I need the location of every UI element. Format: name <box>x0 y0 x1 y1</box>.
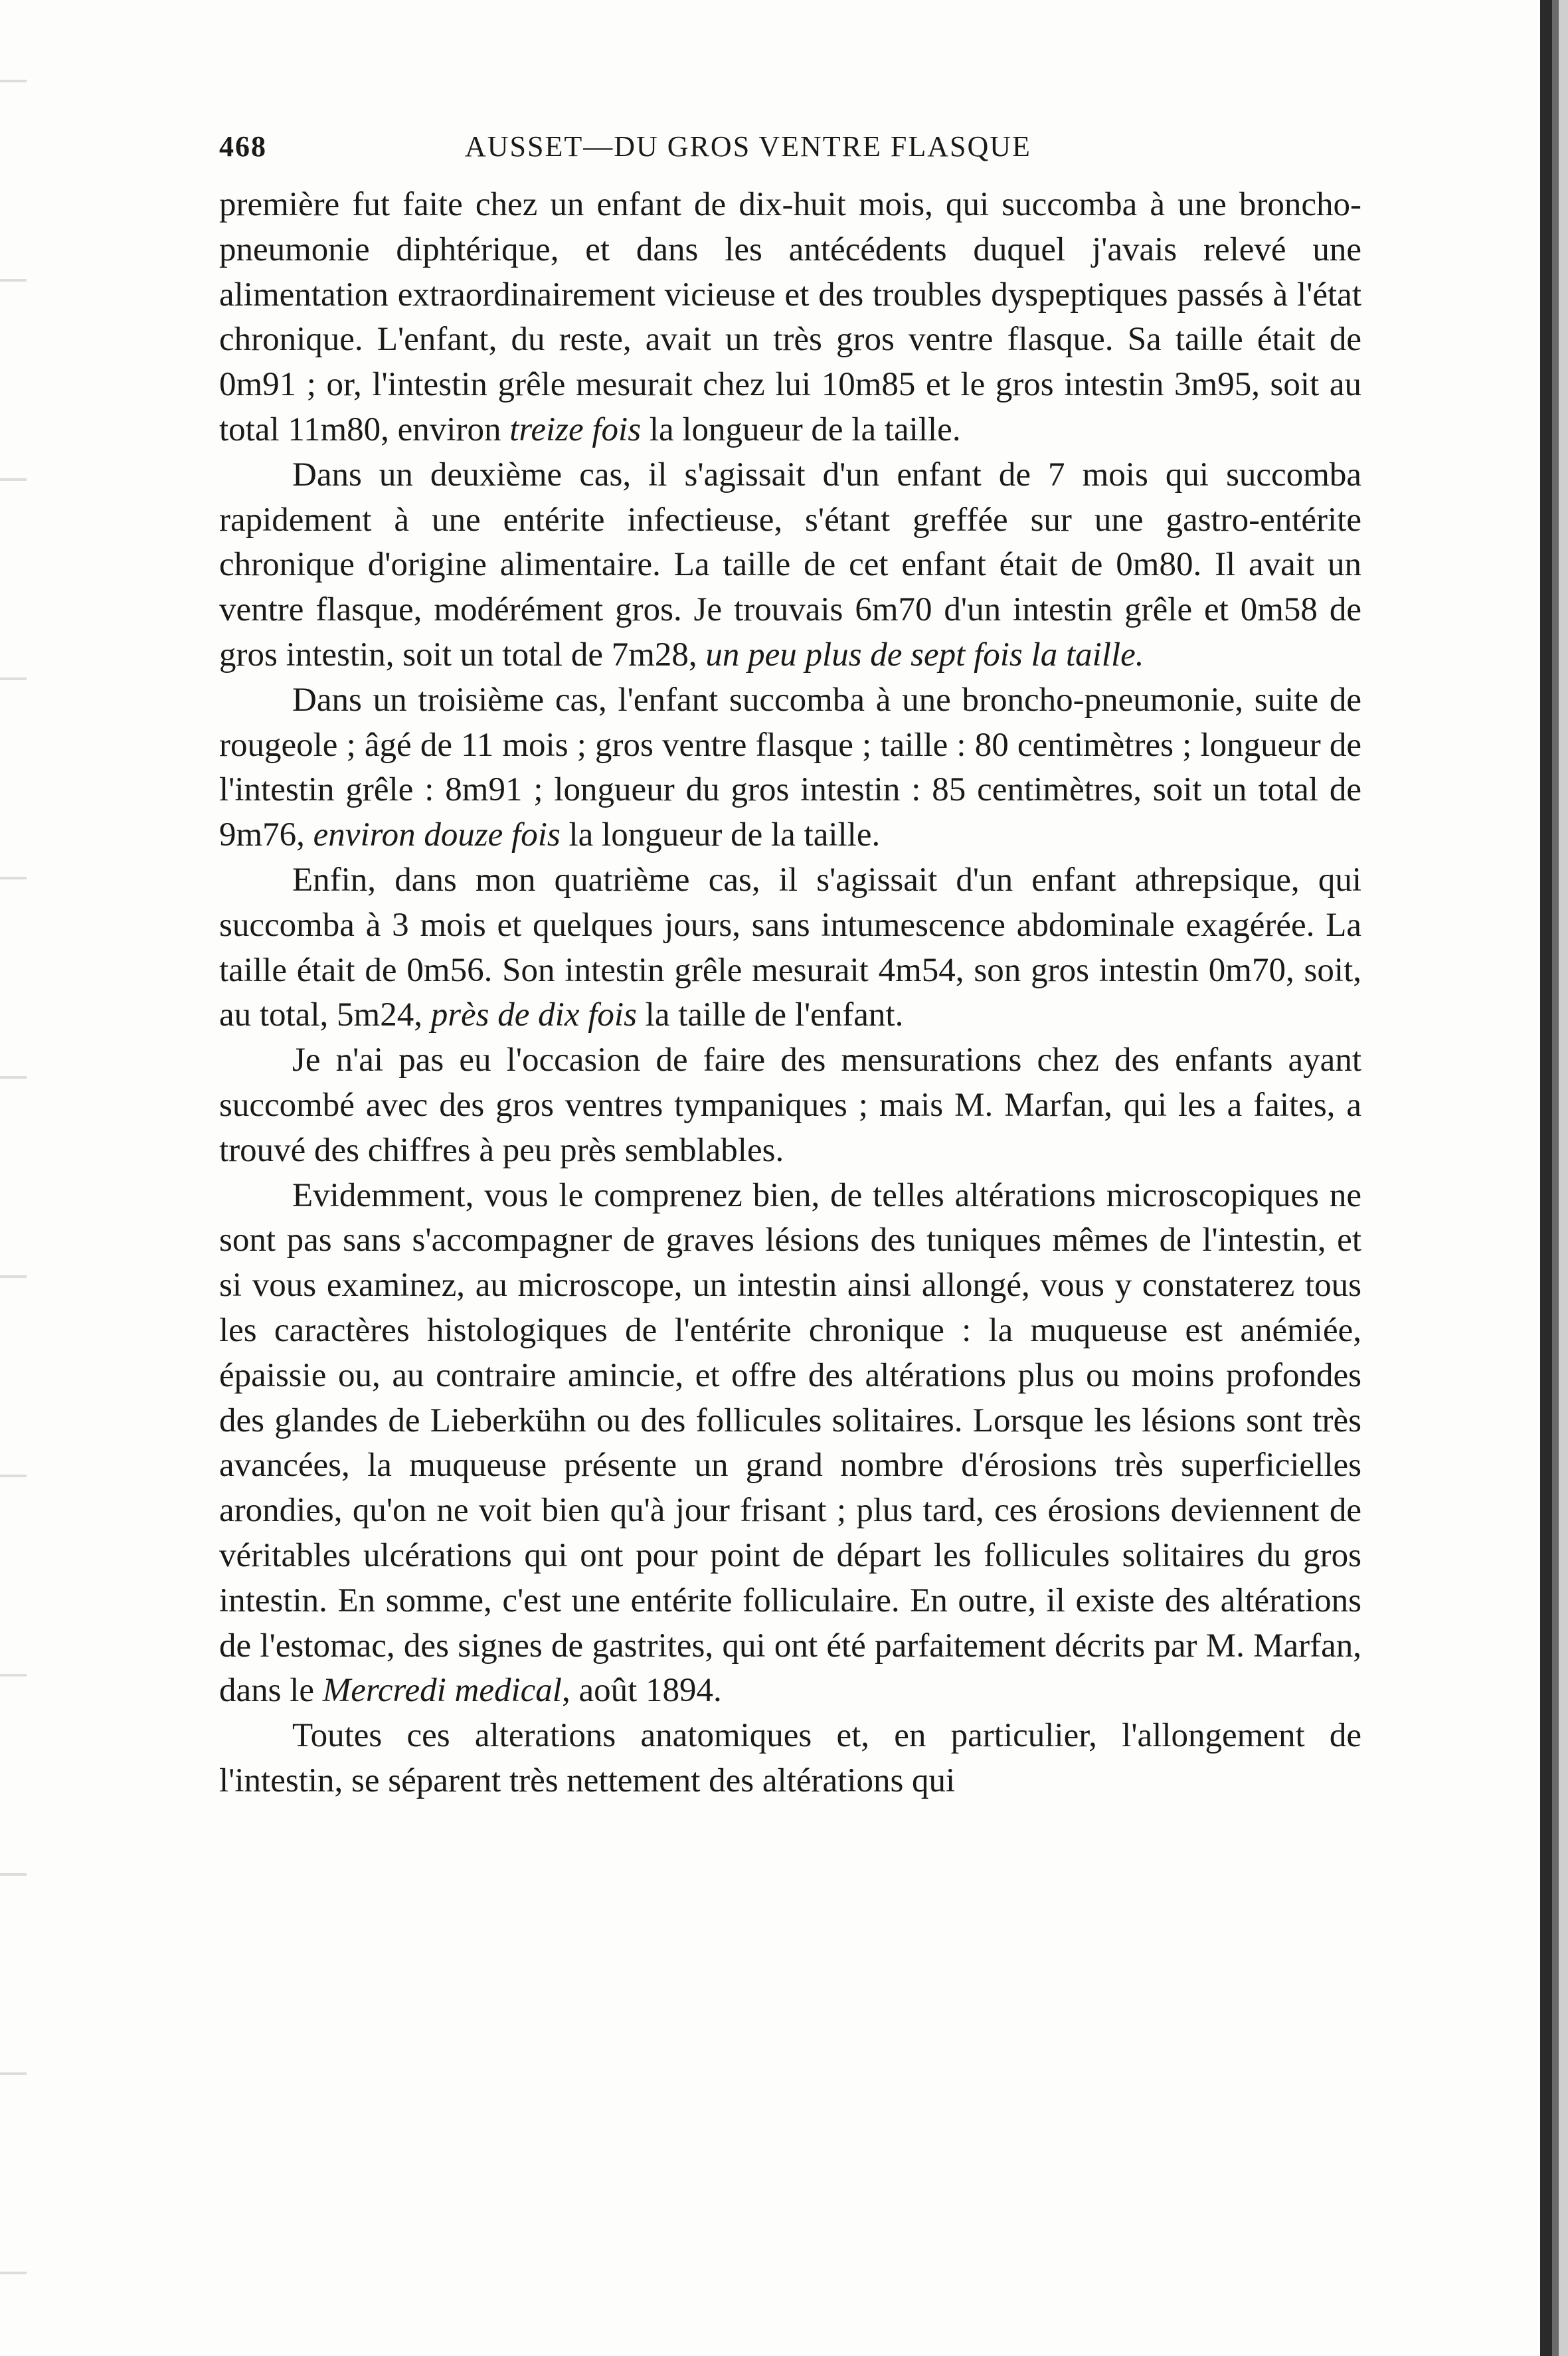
paragraph-7: Toutes ces alterations anatomiques et, en particulier, l'allongement de l'intestin, se séparent très nettement des altérations qui <box>219 1717 1361 1799</box>
page-header <box>219 130 1361 169</box>
paragraph-6: Evidemment, vous le comprenez bien, de telles altérations microscopiques ne sont pas sans s'accompagner de graves lésions des tuniques mêmes de l'intestin, et si vous examinez, au microscope, un intestin ainsi allongé, vous y constaterez tous les caractères histologiques de l'entérite chronique : la muqueuse est anémiée, épaissie ou, au contraire amincie, et offre des altérations plus ou moins profondes des glandes de Lieberkühn ou des follicules solitaires. Lorsque les lésions sont très avancées, la muqueuse présente un grand nombre d'érosions très superficielles arondies, qu'on ne voit bien qu'à jour frisant ; plus tard, ces érosions deviennent de véritables ulcérations qui ont pour point de départ les follicules solitaires du gros intestin. En somme, c'est une entérite folliculaire. En outre, il existe des altérations de l'estomac, des signes de gastrites, qui ont été parfaitement décrits par M. Marfan, dans le Mercredi medical, août 1894. <box>219 1176 1361 1710</box>
paragraph-5: Je n'ai pas eu l'occasion de faire des mensurations chez des enfants ayant succombé avec des gros ventres tympaniques ; mais M. Marfan, qui les a faites, a trouvé des chiffres à peu près semblables. <box>219 1042 1361 1169</box>
scan-edge-left <box>0 0 27 2356</box>
paragraph-1: première fut faite chez un enfant de dix-huit mois, qui succomba à une broncho-pneumonie diphtérique, et dans les antécédents duquel j'avais relevé une alimentation extraordinairement vicieuse et des troubles dyspeptiques passés à l'état chronique. L'enfant, du reste, avait un très gros ventre flasque. Sa taille était de 0m91 ; or, l'intestin grêle mesurait chez lui 10m85 et le gros intestin 3m95, soit au total 11m80, environ treize fois la longueur de la taille. <box>219 186 1361 448</box>
running-title: AUSSET—DU GROS VENTRE FLASQUE <box>465 130 1031 163</box>
page-number: 468 <box>219 130 267 163</box>
body-text <box>219 183 1361 1804</box>
paragraph-3: Dans un troisième cas, l'enfant succomba à une broncho-pneumonie, suite de rougeole ; âgé de 11 mois ; gros ventre flasque ; taille : 80 centimètres ; longueur de l'intestin grêle : 8m91 ; longueur du gros intestin : 85 centimètres, soit un total de 9m76, environ douze fois la longueur de la taille. <box>219 681 1361 854</box>
paragraph-4: Enfin, dans mon quatrième cas, il s'agissait d'un enfant athrepsique, qui succomba à 3 mois et quelques jours, sans intumescence abdominale exagérée. La taille était de 0m56. Son intestin grêle mesurait 4m54, son gros intestin 0m70, soit, au total, 5m24, près de dix fois la taille de l'enfant. <box>219 861 1361 1034</box>
paragraph-2: Dans un deuxième cas, il s'agissait d'un enfant de 7 mois qui succomba rapidement à une entérite infectieuse, s'étant greffée sur une gastro-entérite chronique d'origine alimentaire. La taille de cet enfant était de 0m80. Il avait un ventre flasque, modérément gros. Je trouvais 6m70 d'un intestin grêle et 0m58 de gros intestin, soit un total de 7m28, un peu plus de sept fois la taille. <box>219 456 1361 674</box>
scan-edge-right <box>1528 0 1568 2356</box>
